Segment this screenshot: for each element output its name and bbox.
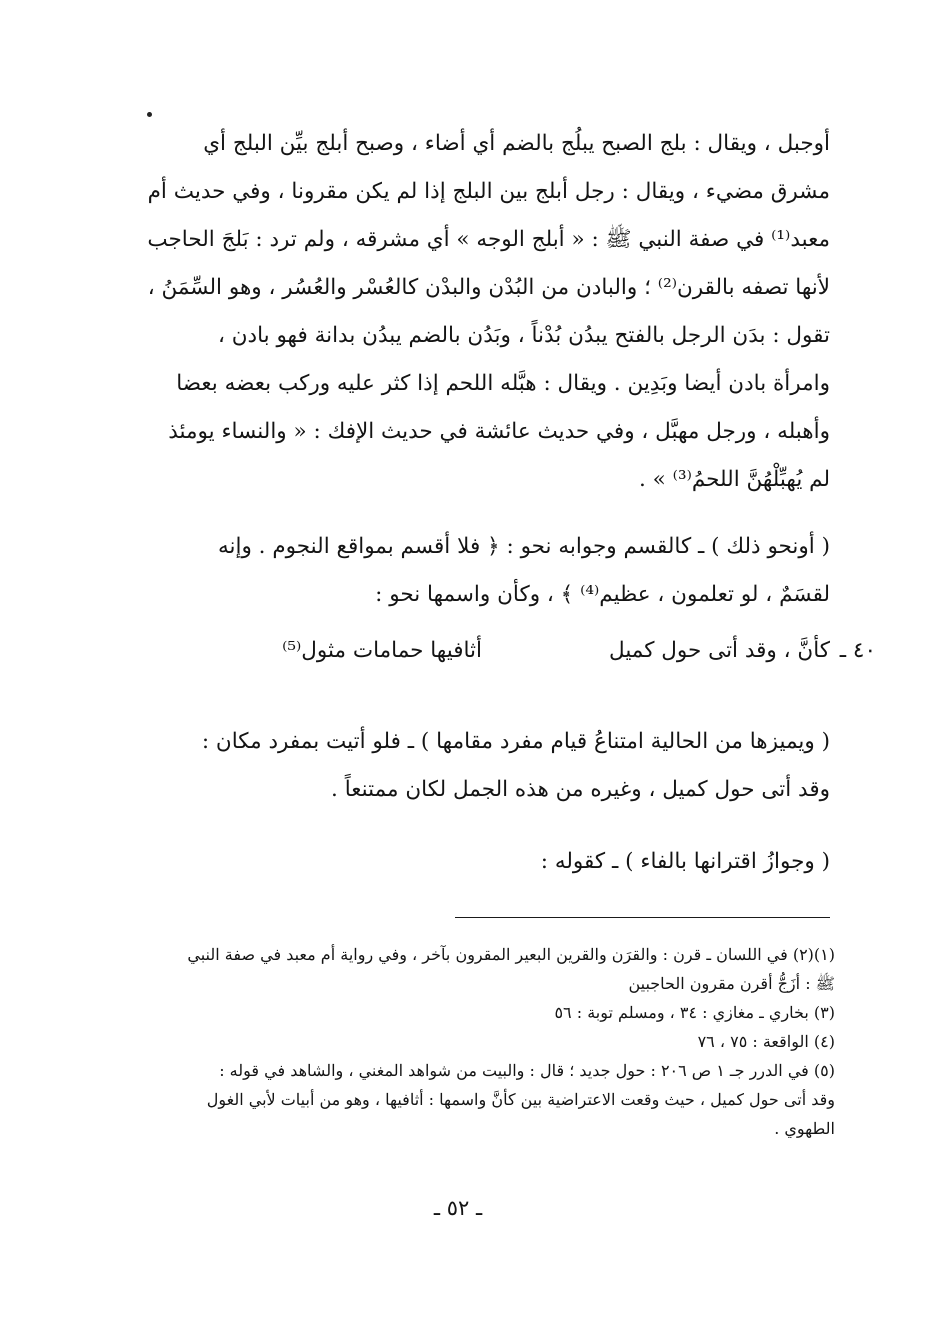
text-line: لقسَمٌ ، لو تعلمون ، عظيم⁽⁴⁾ ﴾ ، وكأن واسمها نحو :	[375, 582, 830, 607]
text-line: ( وجوازُ اقترانها بالفاء ) ـ كقوله :	[540, 849, 830, 874]
footnotes	[110, 940, 835, 1143]
footnote-line: ﷺ : أزَجُّ أقرن مقرون الحاجبين	[628, 974, 835, 993]
text-line: مشرق مضيء ، ويقال : رجل أبلج بين البلج إذا لم يكن مقرونا ، وفي حديث أم	[147, 179, 830, 204]
text-line: معبد⁽¹⁾ في صفة النبي ﷺ : « أبلج الوجه » أي مشرقه ، ولم ترد : بَلجَ الحاجب	[147, 227, 830, 252]
footnote-line: (٥) في الدرر جـ ١ ص ٢٠٦ : حول جديد ؛ قال : والبيت من شواهد المغني ، والشاهد في قوله :	[219, 1061, 835, 1080]
footnote-separator	[455, 917, 830, 918]
text-line: ( ويميزها من الحالية امتناعُ قيام مفرد مقامها ) ـ فلو أتيت بمفرد مكان :	[201, 729, 830, 754]
text-line: ( أونحو ذلك ) ـ كالقسم وجوابه نحو : ﴿ فلا أقسم بمواقع النجوم . وإنه	[217, 534, 830, 559]
footnote-line: (٣) بخاري ـ مغازي : ٣٤ ، ومسلم توبة : ٥٦	[554, 1003, 835, 1022]
poetry-verse	[110, 627, 830, 675]
paragraph-lexical-notes	[110, 120, 830, 504]
text-line: وقد أتى حول كميل ، وغيره من هذه الجمل لكان ممتنعاً .	[331, 777, 830, 802]
verse-second-hemistich: أثافيها حمامات مثول⁽⁵⁾	[282, 638, 482, 663]
text-line: وأهبله ، ورجل مهبَّل ، وفي حديث عائشة في حديث الإفك : « والنساء يومئذ	[168, 419, 830, 444]
footnote-line: وقد أتى حول كميل ، حيث وقعت الاعتراضية بين كأنَّ واسمها : أثافيها ، وهو من أبيات لأبي الغول	[206, 1090, 835, 1109]
text-line: لم يُهبِّلْهُنَّ اللحمُ⁽³⁾ » .	[639, 467, 830, 492]
scan-speck	[147, 112, 152, 117]
footnote-line: (٤) الواقعة : ٧٥ ، ٧٦	[697, 1032, 835, 1051]
paragraph-fa-conjunction	[110, 838, 830, 886]
footnote-line: (١)(٢) في اللسان ـ قرن : والقرَن والقرين البعير المقرون بآخر ، وفي رواية أم معبد في صفة النبي	[187, 945, 835, 964]
text-line: لأنها تصفه بالقرن⁽²⁾ ؛ والبادن من البُدْن والبدْن كالعُسْر والعُسُر ، وهو السِّمَنُ ،	[147, 275, 830, 300]
text-line: وامرأة بادن أيضا وبَدِين . ويقال : هبَّله اللحم إذا كثر عليه وركب بعضه بعضا	[176, 371, 830, 396]
footnote-line: الطهوي .	[774, 1119, 835, 1138]
text-line: أوجبل ، ويقال : بلج الصبح يبلُج بالضم أي أضاء ، وصبح أبلج بيِّن البلج أي	[203, 131, 830, 156]
page-number: ـ ٥٢ ـ	[433, 1196, 483, 1220]
text-line: تقول : بدَن الرجل بالفتح يبدُن بُدْناً ، وبَدُن بالضم يبدُن بدانة فهو بادن ،	[217, 323, 830, 348]
paragraph-distinction	[110, 718, 830, 814]
verse-first-hemistich: كأنَّ ، وقد أتى حول كميل	[609, 638, 830, 663]
paragraph-oath-example	[110, 523, 830, 619]
verse-number: ٤٠ ـ	[839, 638, 876, 663]
